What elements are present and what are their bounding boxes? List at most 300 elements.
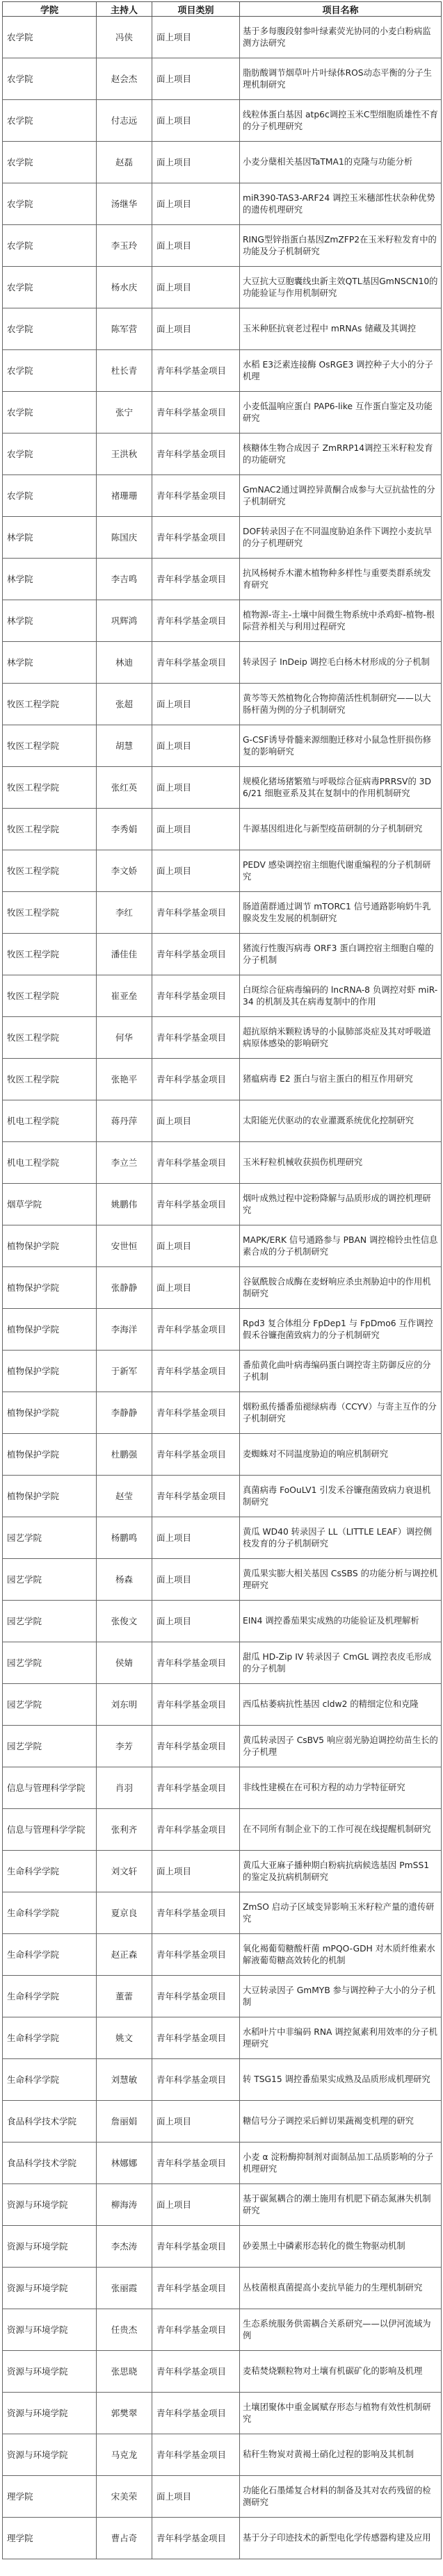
- cell-host: 胡慧: [97, 725, 152, 767]
- cell-name: 小麦分蘖相关基因TaTMA1的克隆与功能分析: [240, 142, 442, 183]
- cell-name: 转录因子 InDeip 调控毛白杨木材形成的分子机制: [240, 642, 442, 684]
- cell-host: 张超: [97, 684, 152, 725]
- cell-name: DOF转录因子在不同温度胁迫条件下调控小麦抗旱的分子机理研究: [240, 517, 442, 559]
- cell-host: 赵磊: [97, 142, 152, 183]
- cell-host: 曹占奇: [97, 2518, 152, 2559]
- cell-type: 青年科学基金项目: [152, 642, 240, 684]
- cell-type: 青年科学基金项目: [152, 434, 240, 475]
- cell-host: 郭樊翠: [97, 2393, 152, 2434]
- cell-school: 信息与管理科学学院: [3, 1767, 97, 1809]
- table-row: [3, 2309, 442, 2351]
- table-row: [3, 934, 442, 975]
- cell-type: 青年科学基金项目: [152, 1351, 240, 1392]
- table-body: [3, 17, 442, 2559]
- cell-school: 植物保护学院: [3, 1392, 97, 1434]
- table-row: [3, 1934, 442, 1976]
- cell-host: 张丽霞: [97, 2268, 152, 2309]
- cell-host: 张宁: [97, 392, 152, 434]
- cell-name: 白斑综合征病毒编码的 lncRNA-8 负调控对虾 miR-34 的机制及其在病毒复制中的作用: [240, 975, 442, 1017]
- table-row: [3, 600, 442, 642]
- cell-host: 马克龙: [97, 2434, 152, 2476]
- cell-host: 张红英: [97, 767, 152, 809]
- table-row: [3, 2142, 442, 2184]
- cell-type: 青年科学基金项目: [152, 2351, 240, 2393]
- table-row: [3, 1851, 442, 1892]
- cell-name: 糖信号分子调控采后鲜切果蔬褐变机理的研究: [240, 2101, 442, 2142]
- cell-type: 青年科学基金项目: [152, 517, 240, 559]
- cell-school: 理学院: [3, 2476, 97, 2518]
- cell-type: 面上项目: [152, 100, 240, 142]
- cell-name: 小麦低温响应蛋白 PAP6-like 互作蛋白鉴定及功能研究: [240, 392, 442, 434]
- cell-school: 植物保护学院: [3, 1225, 97, 1267]
- cell-school: 牧医工程学院: [3, 684, 97, 725]
- cell-name: 丛枝菌根真菌提高小麦抗旱能力的生理机制研究: [240, 2268, 442, 2309]
- cell-name: 西瓜枯萎病抗性基因 cldw2 的精细定位和克隆: [240, 1684, 442, 1726]
- cell-type: 青年科学基金项目: [152, 1059, 240, 1100]
- cell-name: G-CSF诱导骨髓来源细胞迁移对小鼠急性肝损伤修复的影响研究: [240, 725, 442, 767]
- cell-school: 园艺学院: [3, 1726, 97, 1767]
- cell-name: 麦蜘蛛对不同温度胁迫的响应机制研究: [240, 1434, 442, 1476]
- cell-name: miR390-TAS3-ARF24 调控玉米穗部性状杂种优势的遗传机理研究: [240, 183, 442, 225]
- cell-school: 植物保护学院: [3, 1476, 97, 1517]
- cell-school: 资源与环境学院: [3, 2434, 97, 2476]
- cell-school: 机电工程学院: [3, 1142, 97, 1184]
- cell-name: 核糖体生物合成因子 ZmRRP14调控玉米籽粒发育的功能研究: [240, 434, 442, 475]
- table-row: [3, 2059, 442, 2101]
- table-row: [3, 1642, 442, 1684]
- cell-host: 林迪: [97, 642, 152, 684]
- cell-type: 青年科学基金项目: [152, 1934, 240, 1976]
- cell-name: 甜瓜 HD-Zip IV 转录因子 CmGL 调控表皮毛形成的分子机制: [240, 1642, 442, 1684]
- cell-host: 陈军营: [97, 308, 152, 350]
- header-name: 项目名称: [240, 2, 442, 17]
- cell-school: 资源与环境学院: [3, 2393, 97, 2434]
- cell-name: 玉米籽粒机械收获损伤机理研究: [240, 1142, 442, 1184]
- cell-type: 青年科学基金项目: [152, 2309, 240, 2351]
- table-row: [3, 2476, 442, 2518]
- cell-host: 巩辉鸿: [97, 600, 152, 642]
- cell-name: 大豆抗大豆胞囊线虫新主效QTL基因GmNSCN10的功能验证与作用机制研究: [240, 267, 442, 308]
- cell-type: 青年科学基金项目: [152, 2226, 240, 2268]
- table-row: [3, 850, 442, 892]
- cell-name: 麦秸焚烧颗粒物对土壤有机碳矿化的影响及机理: [240, 2351, 442, 2393]
- table-row: [3, 2101, 442, 2142]
- cell-school: 农学院: [3, 434, 97, 475]
- cell-name: 黄芩等天然植物化合物抑菌活性机制研究——以大肠杆菌为例的分子机制研究: [240, 684, 442, 725]
- cell-type: 面上项目: [152, 1225, 240, 1267]
- table-row: [3, 2184, 442, 2226]
- cell-host: 张利齐: [97, 1809, 152, 1851]
- table-row: [3, 975, 442, 1017]
- cell-host: 何华: [97, 1017, 152, 1059]
- cell-name: 大豆转录因子 GmMYB 参与调控种子大小的分子机制: [240, 1976, 442, 2017]
- cell-host: 李玉玲: [97, 225, 152, 267]
- cell-type: 青年科学基金项目: [152, 1809, 240, 1851]
- cell-type: 青年科学基金项目: [152, 975, 240, 1017]
- cell-school: 食品科学技术学院: [3, 2142, 97, 2184]
- cell-school: 园艺学院: [3, 1684, 97, 1726]
- cell-name: 水稻 E3泛素连接酶 OsRGE3 调控种子大小的分子机理: [240, 350, 442, 392]
- cell-name: 黄瓜大亚麻子播种期白粉病抗病候选基因 PmSS1 的鉴定及抗病机制研究: [240, 1851, 442, 1892]
- cell-host: 李立兰: [97, 1142, 152, 1184]
- cell-type: 青年科学基金项目: [152, 475, 240, 517]
- cell-host: 李吉鸣: [97, 559, 152, 600]
- cell-type: 面上项目: [152, 1100, 240, 1142]
- cell-type: 青年科学基金项目: [152, 2017, 240, 2059]
- cell-school: 生命科学学院: [3, 1976, 97, 2017]
- cell-name: 真菌病毒 FoOuLV1 引发禾谷镰孢菌致病力衰退机制研究: [240, 1476, 442, 1517]
- cell-school: 生命科学学院: [3, 2059, 97, 2101]
- cell-type: 面上项目: [152, 2101, 240, 2142]
- cell-school: 资源与环境学院: [3, 2351, 97, 2393]
- cell-type: 面上项目: [152, 267, 240, 308]
- table-row: [3, 1059, 442, 1100]
- cell-host: 蒋丹萍: [97, 1100, 152, 1142]
- cell-name: 猪瘟病毒 E2 蛋白与宿主蛋白的相互作用研究: [240, 1059, 442, 1100]
- cell-type: 面上项目: [152, 2184, 240, 2226]
- cell-type: 青年科学基金项目: [152, 600, 240, 642]
- cell-type: 面上项目: [152, 684, 240, 725]
- cell-host: 安世恒: [97, 1225, 152, 1267]
- table-row: [3, 642, 442, 684]
- cell-host: 张静静: [97, 1267, 152, 1309]
- cell-school: 园艺学院: [3, 1601, 97, 1642]
- cell-type: 青年科学基金项目: [152, 1767, 240, 1809]
- cell-school: 农学院: [3, 58, 97, 100]
- cell-type: 青年科学基金项目: [152, 2268, 240, 2309]
- cell-name: 转 TSG15 调控番茄果实成熟及品质形成机理研究: [240, 2059, 442, 2101]
- cell-type: 面上项目: [152, 183, 240, 225]
- cell-host: 付志远: [97, 100, 152, 142]
- table-row: [3, 1767, 442, 1809]
- table-row: [3, 1309, 442, 1351]
- cell-name: 氧化褐葡萄糖酸杆菌 mPQO-GDH 对木质纤维素水解液葡萄糖高效转化的机制: [240, 1934, 442, 1976]
- cell-name: 肠道菌群通过调节 mTORC1 信号通路影响奶牛乳腺炎发生发展的机制研究: [240, 892, 442, 934]
- cell-host: 詹丽娟: [97, 2101, 152, 2142]
- cell-school: 植物保护学院: [3, 1309, 97, 1351]
- cell-school: 理学院: [3, 2518, 97, 2559]
- cell-host: 褚珊珊: [97, 475, 152, 517]
- cell-name: 黄瓜 WD40 转录因子 LL（LITTLE LEAF）调控侧枝发育的分子机制研究: [240, 1517, 442, 1559]
- cell-host: 姚鹏伟: [97, 1184, 152, 1225]
- cell-host: 张思晓: [97, 2351, 152, 2393]
- table-row: [3, 1726, 442, 1767]
- cell-host: 杜长青: [97, 350, 152, 392]
- cell-name: 玉米种胚抗衰老过程中 mRNAs 储藏及其调控: [240, 308, 442, 350]
- cell-name: 黄瓜果实膨大相关基因 CsSBS 的功能分析与调控机理研究: [240, 1559, 442, 1601]
- table-row: [3, 183, 442, 225]
- cell-type: 青年科学基金项目: [152, 2059, 240, 2101]
- cell-host: 李海洋: [97, 1309, 152, 1351]
- cell-type: 青年科学基金项目: [152, 1976, 240, 2017]
- cell-name: 小麦 α 淀粉酶抑制剂对面制品加工品质影响的分子机理研究: [240, 2142, 442, 2184]
- table-row: [3, 1809, 442, 1851]
- cell-school: 资源与环境学院: [3, 2268, 97, 2309]
- cell-name: 脂肪酸调节烟草叶片叶绿体ROS动态平衡的分子生理机制研究: [240, 58, 442, 100]
- table-row: [3, 2351, 442, 2393]
- cell-host: 李文娇: [97, 850, 152, 892]
- cell-type: 青年科学基金项目: [152, 350, 240, 392]
- table-row: [3, 350, 442, 392]
- table-row: [3, 1184, 442, 1225]
- cell-host: 姚文: [97, 2017, 152, 2059]
- table-row: [3, 1976, 442, 2017]
- table-row: [3, 392, 442, 434]
- cell-school: 农学院: [3, 475, 97, 517]
- cell-school: 生命科学学院: [3, 1892, 97, 1934]
- cell-school: 牧医工程学院: [3, 725, 97, 767]
- table-row: [3, 1392, 442, 1434]
- header-school: 学院: [3, 2, 97, 17]
- cell-school: 牧医工程学院: [3, 1017, 97, 1059]
- cell-host: 宋美荣: [97, 2476, 152, 2518]
- cell-school: 生命科学学院: [3, 1934, 97, 1976]
- cell-host: 刘慧敏: [97, 2059, 152, 2101]
- table-row: [3, 1267, 442, 1309]
- cell-host: 李芳: [97, 1726, 152, 1767]
- cell-name: 烟叶成熟过程中淀粉降解与品质形成的调控机理研究: [240, 1184, 442, 1225]
- cell-name: 基于碳氮耦合的潮土施用有机肥下硝态氮淋失机制研究: [240, 2184, 442, 2226]
- cell-type: 面上项目: [152, 1559, 240, 1601]
- table-row: [3, 1017, 442, 1059]
- cell-school: 资源与环境学院: [3, 2184, 97, 2226]
- cell-type: 面上项目: [152, 1267, 240, 1309]
- cell-school: 园艺学院: [3, 1642, 97, 1684]
- cell-type: 面上项目: [152, 225, 240, 267]
- cell-school: 农学院: [3, 308, 97, 350]
- cell-name: 黄瓜转录因子 CsBV5 响应弱光胁迫调控幼苗生长的分子机理: [240, 1726, 442, 1767]
- table-row: [3, 267, 442, 308]
- table-row: [3, 2393, 442, 2434]
- cell-name: GmNAC2通过调控异黄酮合成参与大豆抗盐性的分子机制研究: [240, 475, 442, 517]
- table-row: [3, 1434, 442, 1476]
- cell-name: 水稻叶片中非编码 RNA 调控氮素利用效率的分子机理研究: [240, 2017, 442, 2059]
- cell-type: 青年科学基金项目: [152, 2434, 240, 2476]
- cell-name: 基于多每腹段射参叶绿素荧光协同的小麦白粉病监测方法研究: [240, 17, 442, 58]
- table-row: [3, 434, 442, 475]
- cell-type: 青年科学基金项目: [152, 559, 240, 600]
- cell-school: 牧医工程学院: [3, 1059, 97, 1100]
- table-row: [3, 1684, 442, 1726]
- cell-type: 面上项目: [152, 1517, 240, 1559]
- cell-type: 面上项目: [152, 767, 240, 809]
- cell-school: 园艺学院: [3, 1517, 97, 1559]
- table-header-row: [3, 2, 442, 17]
- cell-host: 肖羽: [97, 1767, 152, 1809]
- cell-name: 太阳能光伏驱动的农业灌溉系统优化控制研究: [240, 1100, 442, 1142]
- cell-type: 面上项目: [152, 1851, 240, 1892]
- cell-type: 青年科学基金项目: [152, 1726, 240, 1767]
- cell-host: 李静静: [97, 1392, 152, 1434]
- cell-type: 面上项目: [152, 2476, 240, 2518]
- cell-host: 杨鹏鸣: [97, 1517, 152, 1559]
- table-row: [3, 475, 442, 517]
- cell-type: 面上项目: [152, 1601, 240, 1642]
- cell-name: 砂姜黑土中磷素形态转化的微生物驱动机制: [240, 2226, 442, 2268]
- cell-name: 秸秆生物炭对黄褐土硝化过程的影响及其机制: [240, 2434, 442, 2476]
- cell-type: 青年科学基金项目: [152, 1434, 240, 1476]
- cell-host: 董蕾: [97, 1976, 152, 2017]
- table-row: [3, 809, 442, 850]
- cell-name: 烟粉虱传播番茄褪绿病毒（CCYV）与寄主互作的分子机制研究: [240, 1392, 442, 1434]
- table-row: [3, 100, 442, 142]
- cell-type: 青年科学基金项目: [152, 892, 240, 934]
- cell-school: 机电工程学院: [3, 1100, 97, 1142]
- cell-host: 柳海涛: [97, 2184, 152, 2226]
- cell-host: 李杰涛: [97, 2226, 152, 2268]
- table-row: [3, 308, 442, 350]
- cell-host: 夏京良: [97, 1892, 152, 1934]
- cell-host: 陈国庆: [97, 517, 152, 559]
- cell-type: 面上项目: [152, 725, 240, 767]
- cell-school: 生命科学学院: [3, 1851, 97, 1892]
- table-row: [3, 517, 442, 559]
- cell-name: 生态系统服务供需耦合关系研究——以伊河流域为例: [240, 2309, 442, 2351]
- cell-school: 牧医工程学院: [3, 975, 97, 1017]
- table-row: [3, 559, 442, 600]
- cell-type: 青年科学基金项目: [152, 1142, 240, 1184]
- cell-school: 牧医工程学院: [3, 809, 97, 850]
- cell-type: 面上项目: [152, 308, 240, 350]
- table-row: [3, 1100, 442, 1142]
- table-row: [3, 1601, 442, 1642]
- cell-type: 面上项目: [152, 142, 240, 183]
- table-row: [3, 767, 442, 809]
- cell-type: 青年科学基金项目: [152, 2142, 240, 2184]
- cell-host: 刘东明: [97, 1684, 152, 1726]
- cell-school: 林学院: [3, 517, 97, 559]
- cell-type: 青年科学基金项目: [152, 934, 240, 975]
- cell-host: 赵正森: [97, 1934, 152, 1976]
- cell-name: 抗风杨树乔木灌木植物种多样性与重要类群系统发育研究: [240, 559, 442, 600]
- cell-name: 猪流行性腹泻病毒 ORF3 蛋白调控宿主细胞自噬的分子机制: [240, 934, 442, 975]
- cell-school: 植物保护学院: [3, 1434, 97, 1476]
- cell-name: RING型锌指蛋白基因ZmZFP2在玉米籽粒发育中的功能及分子机制研究: [240, 225, 442, 267]
- cell-type: 青年科学基金项目: [152, 1892, 240, 1934]
- cell-host: 李秀娟: [97, 809, 152, 850]
- table-row: [3, 2226, 442, 2268]
- cell-type: 青年科学基金项目: [152, 2393, 240, 2434]
- cell-name: 番茄黄化曲叶病毒编码蛋白调控寄主防御反应的分子机制: [240, 1351, 442, 1392]
- cell-name: 基于分子印迹技术的新型电化学传感器构建及应用: [240, 2518, 442, 2559]
- cell-host: 赵莹: [97, 1476, 152, 1517]
- cell-name: 超抗原纳米颗粒诱导的小鼠肺部炎症及其对呼吸道病原体感染的影响研究: [240, 1017, 442, 1059]
- table-row: [3, 2518, 442, 2559]
- cell-type: 青年科学基金项目: [152, 1476, 240, 1517]
- cell-host: 潘佳佳: [97, 934, 152, 975]
- cell-type: 面上项目: [152, 17, 240, 58]
- cell-host: 张艳平: [97, 1059, 152, 1100]
- cell-name: 土壤团聚体中重金属赋存形态与植物有效性机制研究: [240, 2393, 442, 2434]
- table-row: [3, 1559, 442, 1601]
- cell-host: 王洪秋: [97, 434, 152, 475]
- cell-type: 面上项目: [152, 58, 240, 100]
- cell-name: 线粒体蛋白基因 atp6c调控玉米C型细胞质雄性不育的分子机理研究: [240, 100, 442, 142]
- cell-host: 刘文轩: [97, 1851, 152, 1892]
- cell-school: 食品科学技术学院: [3, 2101, 97, 2142]
- cell-name: Rpd3 复合体组分 FpDep1 与 FpDmo6 互作调控假禾谷镰孢菌致病力的分子机制研究: [240, 1309, 442, 1351]
- cell-type: 青年科学基金项目: [152, 1684, 240, 1726]
- cell-school: 烟草学院: [3, 1184, 97, 1225]
- table-row: [3, 2017, 442, 2059]
- cell-host: 张俊文: [97, 1601, 152, 1642]
- cell-host: 林娜娜: [97, 2142, 152, 2184]
- cell-type: 青年科学基金项目: [152, 1017, 240, 1059]
- cell-school: 林学院: [3, 600, 97, 642]
- table-row: [3, 2434, 442, 2476]
- cell-host: 崔亚垒: [97, 975, 152, 1017]
- cell-school: 植物保护学院: [3, 1267, 97, 1309]
- table-row: [3, 142, 442, 183]
- cell-school: 林学院: [3, 642, 97, 684]
- table-row: [3, 1142, 442, 1184]
- table-row: [3, 1351, 442, 1392]
- cell-school: 林学院: [3, 559, 97, 600]
- cell-name: ZmSO 启动子区域变异影响玉米籽粒产量的遗传研究: [240, 1892, 442, 1934]
- cell-type: 青年科学基金项目: [152, 1392, 240, 1434]
- cell-school: 农学院: [3, 183, 97, 225]
- cell-school: 农学院: [3, 392, 97, 434]
- cell-host: 杨森: [97, 1559, 152, 1601]
- cell-host: 杜鹏强: [97, 1434, 152, 1476]
- cell-host: 冯侠: [97, 17, 152, 58]
- cell-type: 面上项目: [152, 850, 240, 892]
- header-host: 主持人: [97, 2, 152, 17]
- cell-name: 规模化猪场猪繁殖与呼吸综合征病毒PRRSV的 3D6/21 细胞亚系及其在复制中的作用机制研究: [240, 767, 442, 809]
- cell-school: 植物保护学院: [3, 1351, 97, 1392]
- table-row: [3, 1225, 442, 1267]
- cell-type: 青年科学基金项目: [152, 392, 240, 434]
- table-row: [3, 1476, 442, 1517]
- table-row: [3, 684, 442, 725]
- cell-school: 牧医工程学院: [3, 934, 97, 975]
- cell-school: 生命科学学院: [3, 2017, 97, 2059]
- cell-school: 农学院: [3, 225, 97, 267]
- cell-school: 资源与环境学院: [3, 2309, 97, 2351]
- cell-host: 于新军: [97, 1351, 152, 1392]
- cell-host: 任贵杰: [97, 2309, 152, 2351]
- cell-school: 农学院: [3, 267, 97, 308]
- cell-name: 非线性建模在在可积方程的动力学特征研究: [240, 1767, 442, 1809]
- cell-name: PEDV 感染调控宿主细胞代谢重编程的分子机制研究: [240, 850, 442, 892]
- table-row: [3, 17, 442, 58]
- cell-host: 赵会杰: [97, 58, 152, 100]
- cell-name: MAPK/ERK 信号通路参与 PBAN 调控棉铃虫性信息素合成的分子机制研究: [240, 1225, 442, 1267]
- table-row: [3, 1892, 442, 1934]
- cell-name: 在不同所有制企业下的工作可视在线提醒机制研究: [240, 1809, 442, 1851]
- project-table: [2, 1, 442, 2559]
- cell-school: 农学院: [3, 100, 97, 142]
- table-row: [3, 225, 442, 267]
- cell-name: EIN4 调控番茄果实成熟的功能验证及机理解析: [240, 1601, 442, 1642]
- cell-school: 牧医工程学院: [3, 850, 97, 892]
- cell-school: 牧医工程学院: [3, 892, 97, 934]
- cell-host: 李红: [97, 892, 152, 934]
- cell-name: 功能化石墨烯复合材料的制备及其对农药残留的检测研究: [240, 2476, 442, 2518]
- cell-host: 杨水庆: [97, 267, 152, 308]
- cell-school: 信息与管理科学学院: [3, 1809, 97, 1851]
- cell-type: 青年科学基金项目: [152, 1309, 240, 1351]
- cell-school: 园艺学院: [3, 1559, 97, 1601]
- table-row: [3, 2268, 442, 2309]
- cell-school: 农学院: [3, 17, 97, 58]
- cell-school: 农学院: [3, 350, 97, 392]
- cell-name: 谷氨酰胺合成酶在麦蚜响应杀虫剂胁迫中的作用机制研究: [240, 1267, 442, 1309]
- cell-type: 青年科学基金项目: [152, 2518, 240, 2559]
- table-row: [3, 58, 442, 100]
- cell-name: 植物源-寄主-土壤中间微生物系统中杀鸡虾-植物-根际营养相关与利用过程研究: [240, 600, 442, 642]
- cell-host: 侯婧: [97, 1642, 152, 1684]
